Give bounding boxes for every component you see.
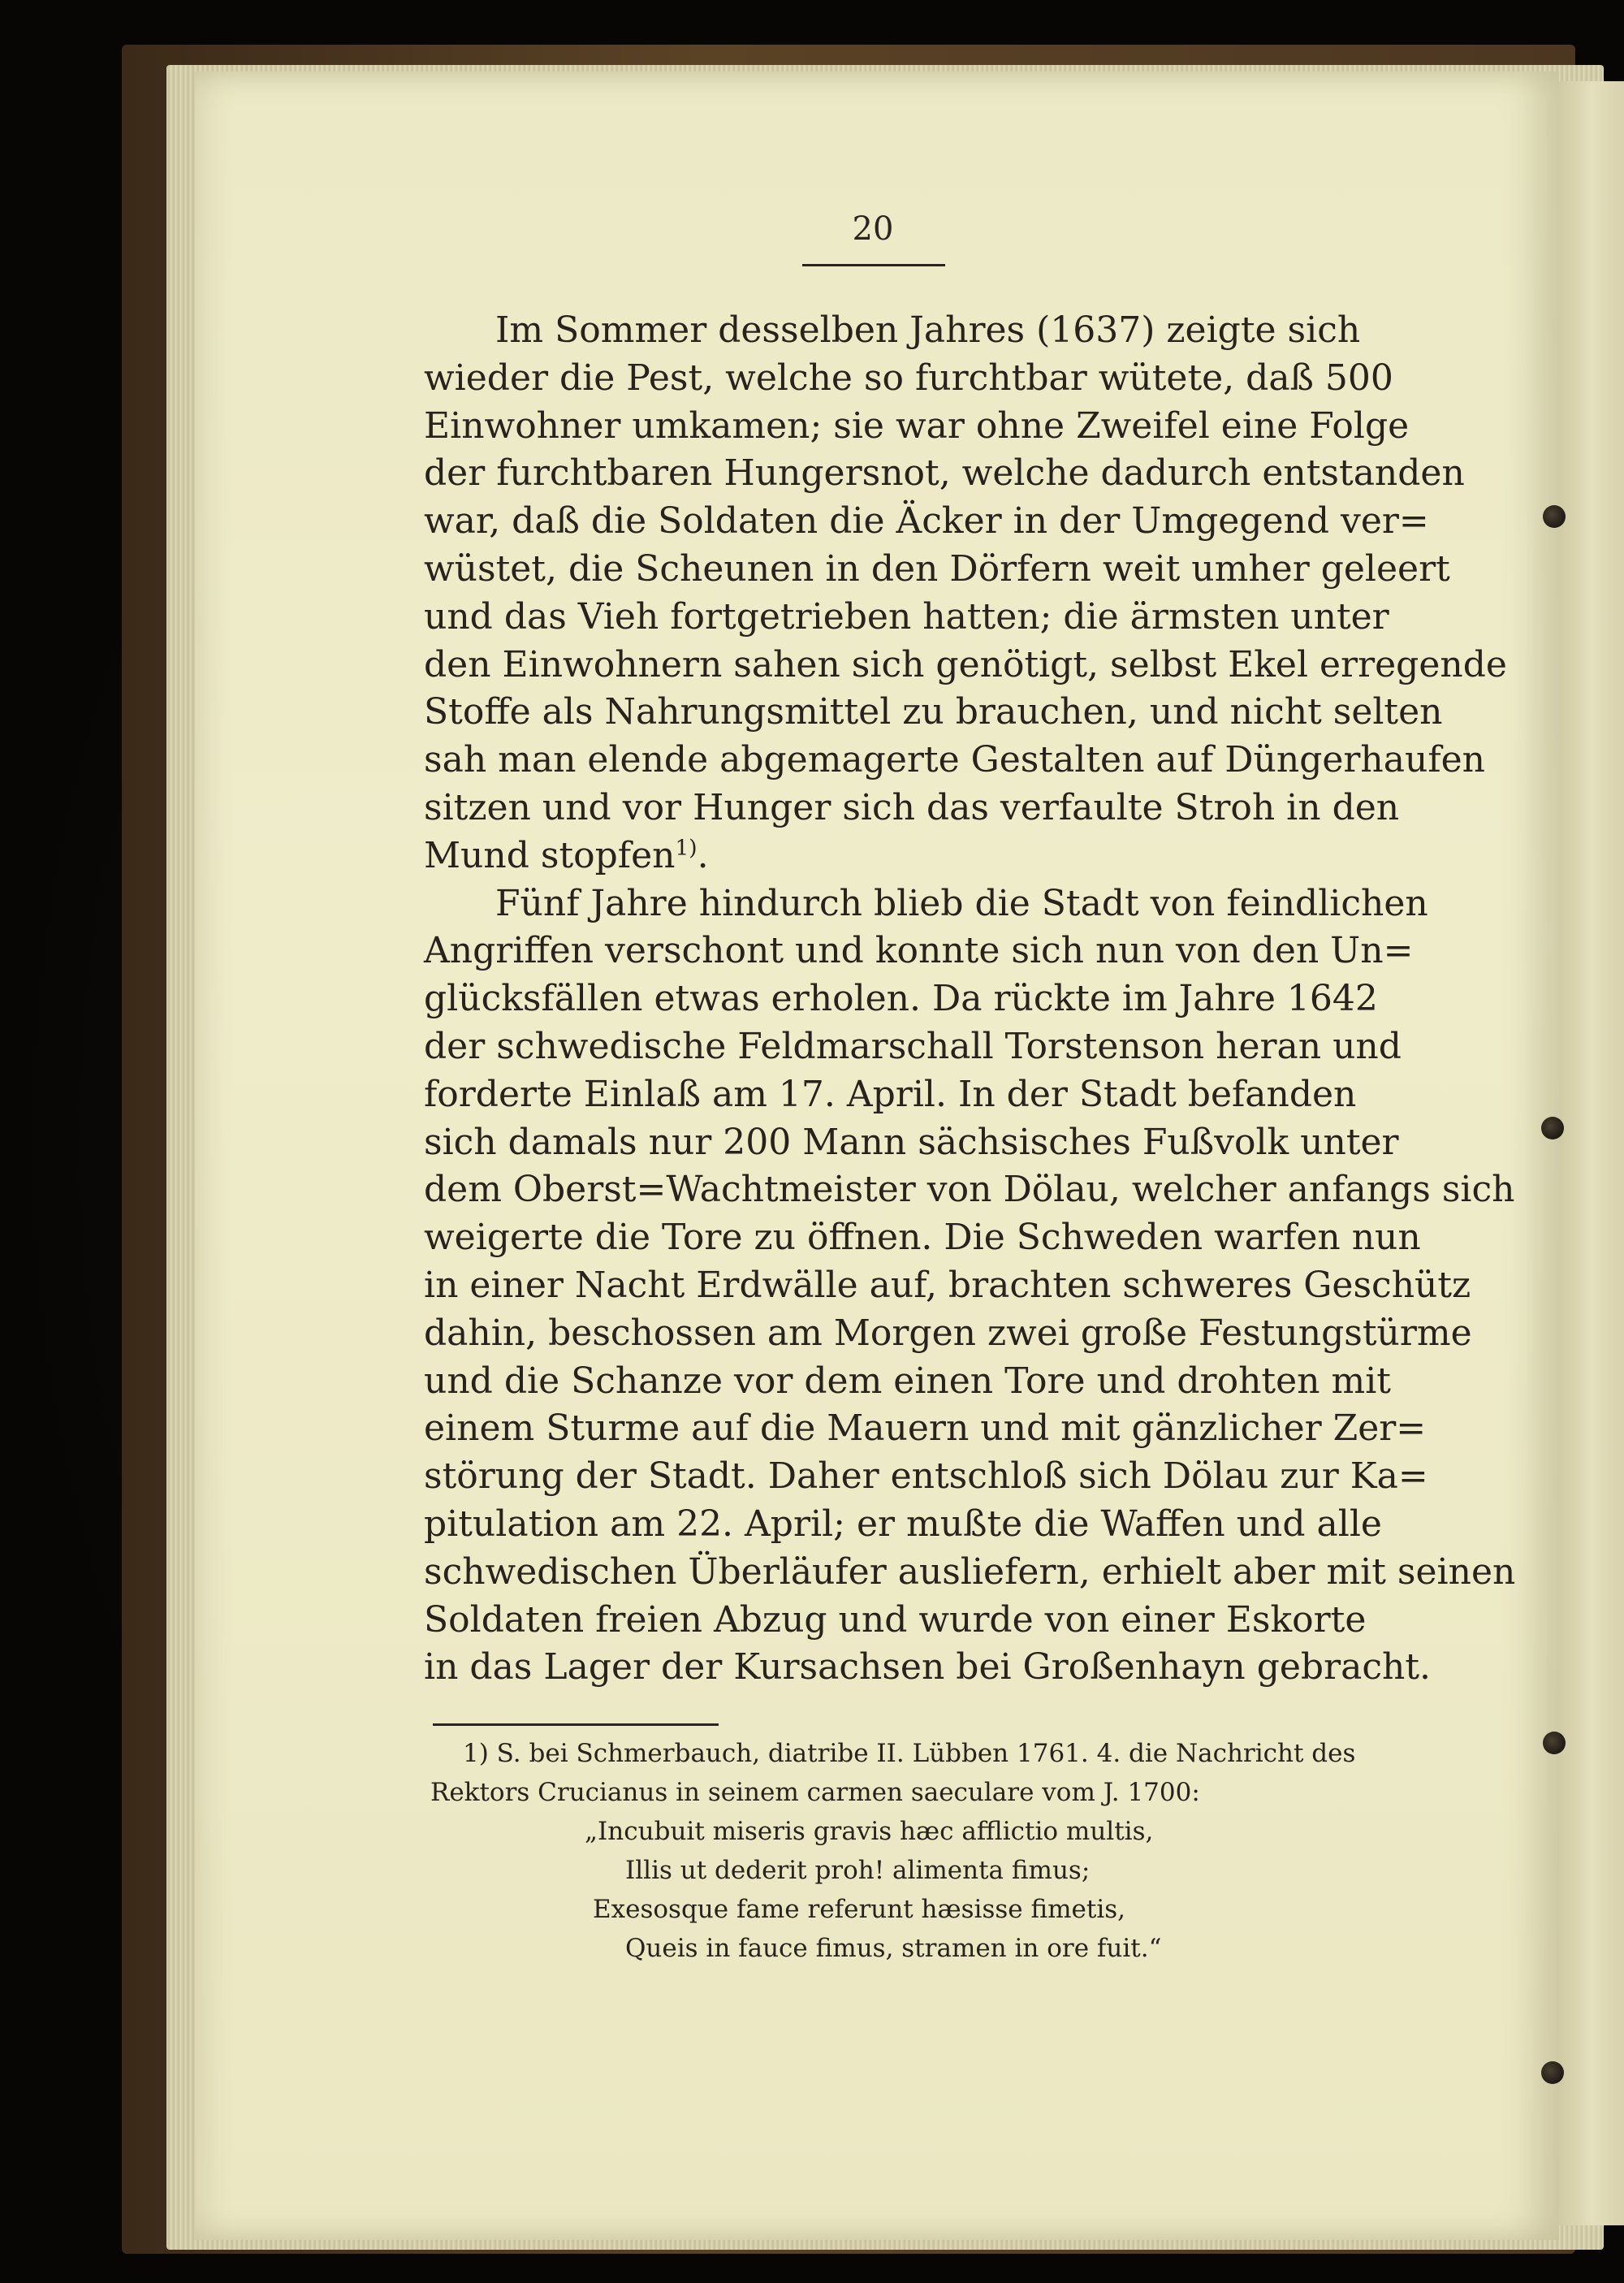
- text-line: pitulation am 22. April; er mußte die Waffen und alle: [424, 1503, 1382, 1545]
- text-line: in das Lager der Kursachsen bei Großenhayn gebracht.: [424, 1646, 1432, 1688]
- footnote-verse-line: Queis in fauce fimus, stramen in ore fuit.“: [625, 1934, 1162, 1963]
- text-line: Soldaten freien Abzug und wurde von einer Eskorte: [424, 1598, 1367, 1641]
- text-line: der schwedische Feldmarschall Torstenson heran und: [424, 1025, 1402, 1067]
- text-line: sah man elende abgemagerte Gestalten auf Düngerhaufen: [424, 739, 1486, 781]
- footnote-reference: 1): [675, 835, 698, 861]
- text-line: Stoffe als Nahrungsmittel zu brauchen, und nicht selten: [424, 691, 1443, 733]
- binding-nail-icon: [1543, 505, 1566, 528]
- text-line: wüstet, die Scheunen in den Dörfern weit umher geleert: [424, 547, 1450, 590]
- text-line: und das Vieh fortgetrieben hatten; die ärmsten unter: [424, 595, 1389, 638]
- text-line: Fünf Jahre hindurch blieb die Stadt von feindlichen: [495, 882, 1428, 924]
- text-line: [424, 832, 1333, 880]
- text-line: schwedischen Überläufer ausliefern, erhielt aber mit seinen: [424, 1550, 1516, 1593]
- binding-nail-icon: [1541, 2061, 1564, 2084]
- text-line: und die Schanze vor dem einen Tore und drohten mit: [424, 1360, 1391, 1402]
- facing-page-edge: [1555, 81, 1624, 2225]
- footnote: [430, 1734, 1356, 1968]
- text-fragment: Mund stopfen: [424, 834, 676, 876]
- footnote-verse-line: „Incubuit miseris gravis hæc afflictio multis,: [585, 1817, 1154, 1846]
- footnote-rule: [433, 1723, 719, 1726]
- text-line: forderte Einlaß am 17. April. In der Stadt befanden: [424, 1073, 1357, 1115]
- text-line: wieder die Pest, welche so furchtbar wütete, daß 500: [424, 357, 1393, 399]
- text-line: einem Sturme auf die Mauern und mit gänzlicher Zer=: [424, 1407, 1427, 1450]
- text-line: dem Oberst=Wachtmeister von Dölau, welcher anfangs sich: [424, 1169, 1515, 1211]
- text-line: dahin, beschossen am Morgen zwei große Festungstürme: [424, 1312, 1472, 1354]
- footnote-verse-line: Exesosque fame referunt hæsisse fimetis,: [593, 1895, 1126, 1924]
- text-line: den Einwohnern sahen sich genötigt, selbst Ekel erregende: [424, 643, 1507, 685]
- text-line: war, daß die Soldaten die Äcker in der Umgegend ver=: [424, 500, 1429, 543]
- binding-nail-icon: [1541, 1117, 1564, 1139]
- body-text: [424, 307, 1516, 1692]
- text-line: Im Sommer desselben Jahres (1637) zeigte sich: [495, 309, 1361, 351]
- text-line: sich damals nur 200 Mann sächsisches Fußvolk unter: [424, 1121, 1399, 1163]
- text-line: in einer Nacht Erdwälle auf, brachten schweres Geschütz: [424, 1264, 1471, 1306]
- binding-nail-icon: [1543, 1732, 1566, 1754]
- footnote-verse-line: Illis ut dederit proh! alimenta fimus;: [625, 1856, 1091, 1885]
- text-line: Angriffen verschont und konnte sich nun von den Un=: [424, 930, 1414, 972]
- text-line: Einwohner umkamen; sie war ohne Zweifel eine Folge: [424, 404, 1410, 447]
- text-line: sitzen und vor Hunger sich das verfaulte Stroh in den: [424, 786, 1400, 828]
- text-line: der furchtbaren Hungersnot, welche dadurch entstanden: [424, 452, 1465, 495]
- text-line: störung der Stadt. Daher entschloß sich Dölau zur Ka=: [424, 1455, 1428, 1498]
- footnote-line: 1) S. bei Schmerbauch, diatribe II. Lübben 1761. 4. die Nachricht des: [463, 1739, 1356, 1768]
- page-number-rule: [802, 264, 945, 266]
- text-line: weigerte die Tore zu öffnen. Die Schweden warfen nun: [424, 1217, 1421, 1259]
- footnote-line: Rektors Crucianus in seinem carmen saeculare vom J. 1700:: [430, 1778, 1200, 1807]
- text-fragment: .: [697, 834, 709, 876]
- page-number: 20: [852, 210, 894, 248]
- text-line: glücksfällen etwas erholen. Da rückte im Jahre 1642: [424, 978, 1378, 1020]
